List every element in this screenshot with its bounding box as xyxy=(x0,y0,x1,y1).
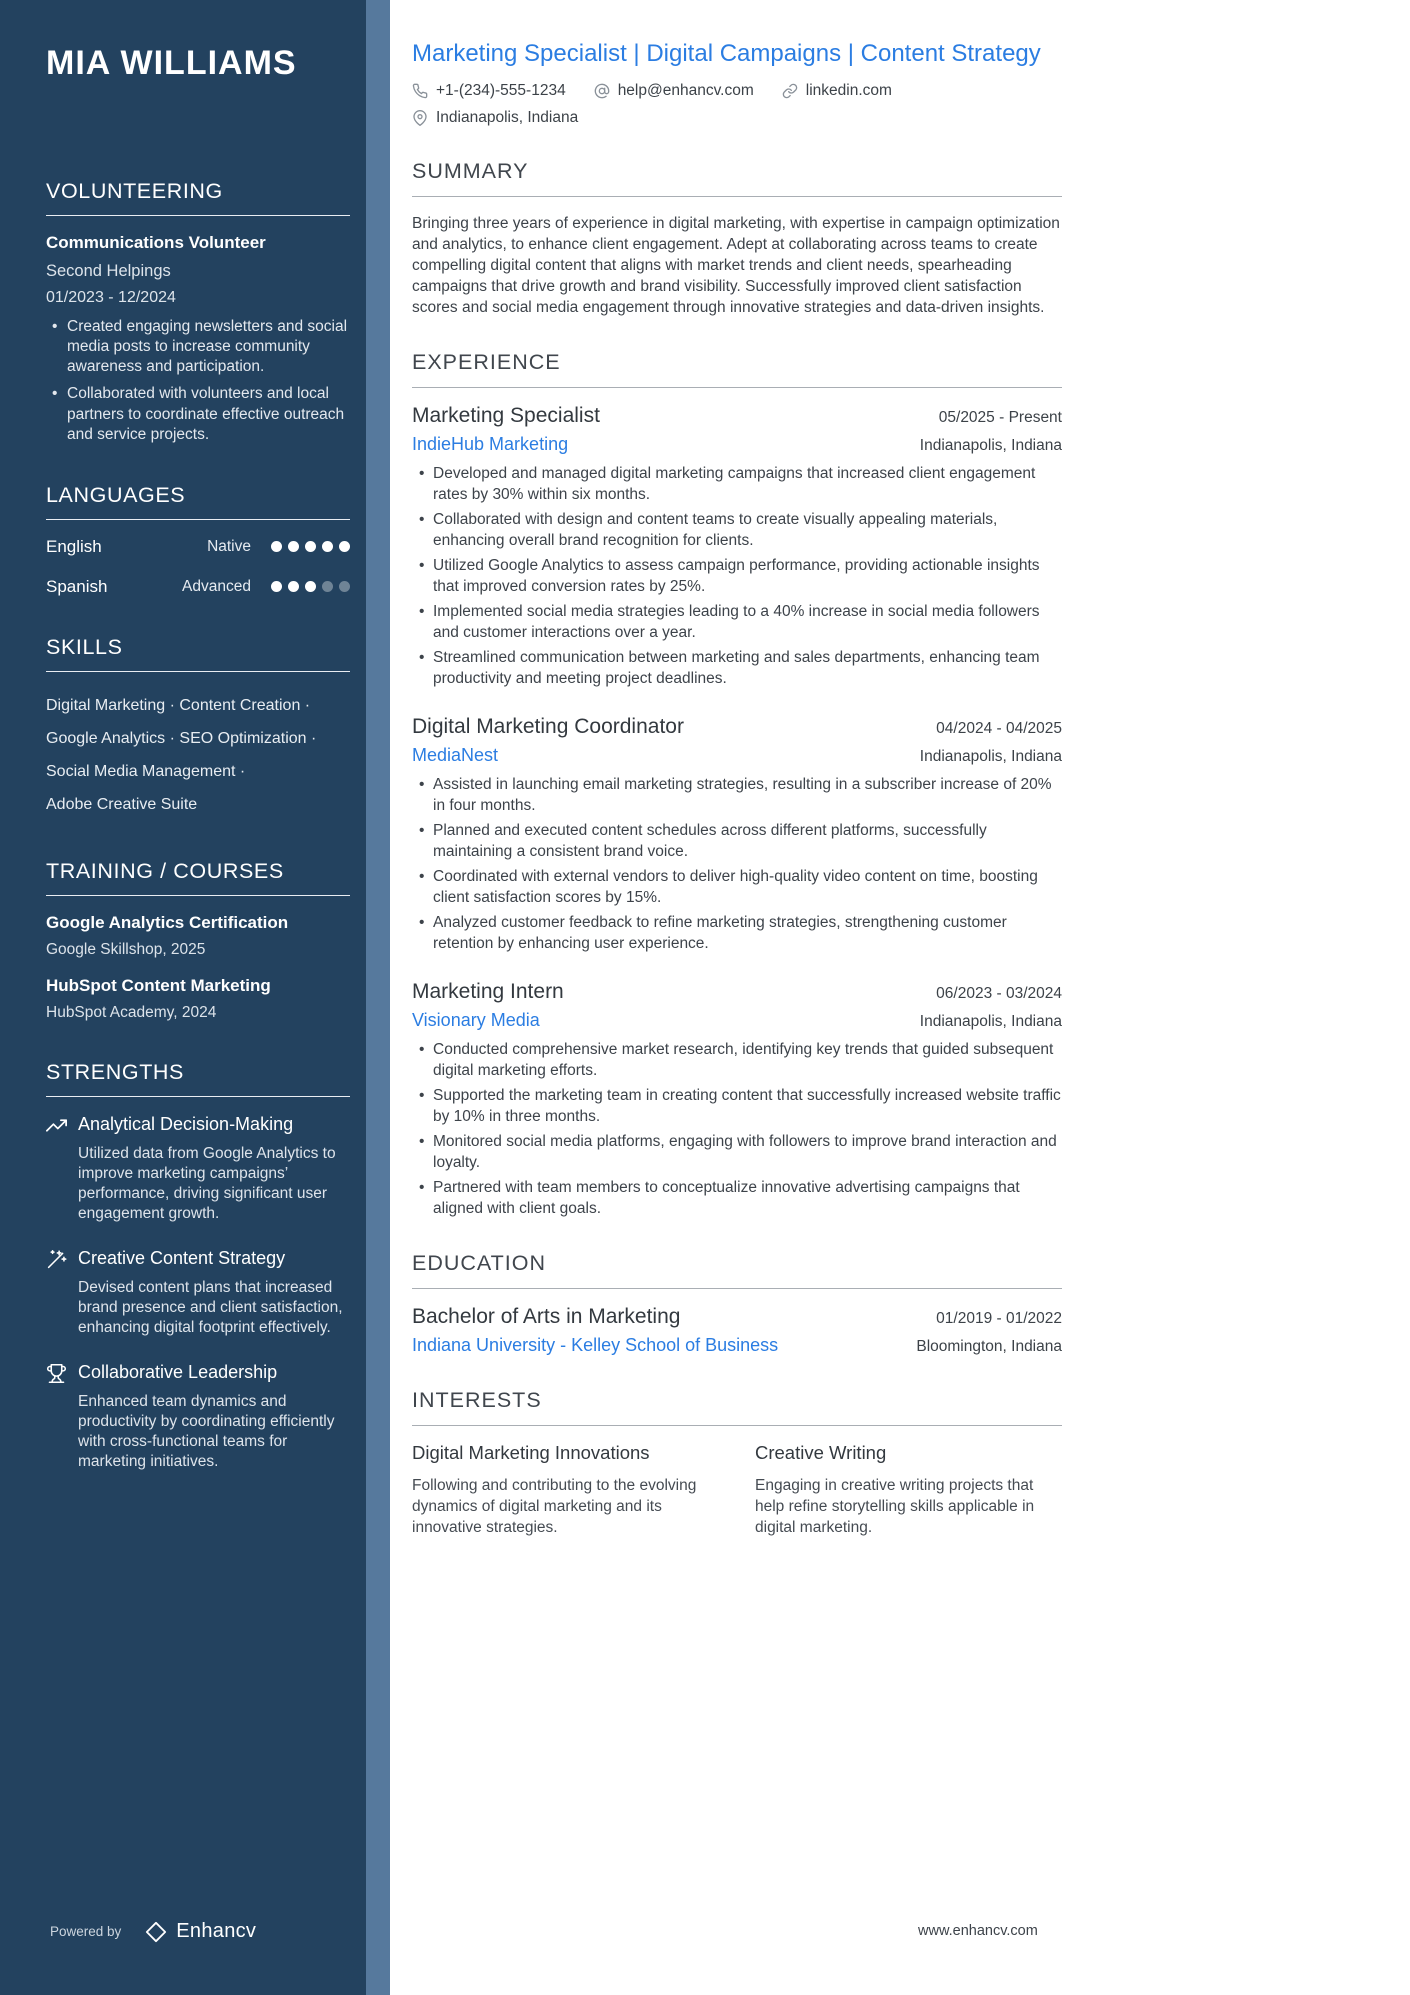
link-icon xyxy=(782,83,798,99)
job-bullet: • Monitored social media platforms, engaging with followers to improve brand interaction and loyalty. xyxy=(412,1132,1062,1173)
experience-entry xyxy=(412,404,1062,689)
enhancv-website-link[interactable]: www.enhancv.com xyxy=(918,1923,1038,1939)
job-bullet-list xyxy=(412,1040,1062,1219)
location-contact xyxy=(412,109,578,127)
enhancv-logo-icon xyxy=(145,1921,167,1943)
job-location: Indianapolis, Indiana xyxy=(919,748,1062,766)
phone-number: +1-(234)-555-1234 xyxy=(436,82,566,100)
job-title: Marketing Intern xyxy=(412,980,564,1004)
job-dates: 05/2025 - Present xyxy=(938,409,1062,427)
volunteer-bullet: • Collaborated with volunteers and local partners to coordinate effective outreach and service projects. xyxy=(46,384,350,444)
job-location: Indianapolis, Indiana xyxy=(919,1013,1062,1031)
job-bullet: • Conducted comprehensive market research, identifying key trends that guided subsequent digital marketing efforts. xyxy=(412,1040,1062,1081)
strength-item xyxy=(46,1248,350,1338)
job-location: Indianapolis, Indiana xyxy=(919,437,1062,455)
enhancv-logo[interactable] xyxy=(145,1920,256,1943)
interests-grid xyxy=(412,1442,1062,1538)
strengths-section xyxy=(46,1060,350,1472)
interest-title: Digital Marketing Innovations xyxy=(412,1442,650,1464)
email-address: help@enhancv.com xyxy=(617,82,754,100)
company-name: IndieHub Marketing xyxy=(412,434,569,455)
skill-line: Social Media Management · xyxy=(46,762,246,780)
email-contact[interactable] xyxy=(594,82,754,100)
education-dates: 01/2019 - 01/2022 xyxy=(936,1310,1062,1328)
powered-by-label: Powered by xyxy=(50,1924,122,1939)
interest-title: Creative Writing xyxy=(755,1442,887,1464)
school-name: Indiana University - Kelley School of Business xyxy=(412,1335,779,1356)
resume-headline: Marketing Specialist | Digital Campaigns | Content Strategy xyxy=(412,40,1041,67)
linkedin-contact[interactable] xyxy=(782,82,892,100)
experience-heading: EXPERIENCE xyxy=(412,350,1062,388)
resume-main xyxy=(412,0,1062,1538)
summary-heading: SUMMARY xyxy=(412,159,1062,197)
company-name: MediaNest xyxy=(412,745,499,766)
job-bullet: • Collaborated with design and content teams to create visually appealing materials, enhancing overall brand recognition for clients. xyxy=(412,510,1062,551)
job-bullet: • Analyzed customer feedback to refine marketing strategies, strengthening customer retention by enhancing user experience. xyxy=(412,913,1062,954)
strength-title: Creative Content Strategy xyxy=(78,1247,286,1268)
contact-row xyxy=(412,82,1062,100)
linkedin-url: linkedin.com xyxy=(805,82,892,100)
language-row xyxy=(46,577,350,597)
job-bullet: • Supported the marketing team in creating content that successfully increased website traffic by 10% in three months. xyxy=(412,1086,1062,1127)
education-entry xyxy=(412,1305,1062,1356)
strength-title: Collaborative Leadership xyxy=(78,1361,278,1382)
interest-item xyxy=(412,1442,719,1538)
job-bullet: • Coordinated with external vendors to deliver high-quality video content on time, boosting client satisfaction scores by 15%. xyxy=(412,867,1062,908)
course-provider: Google Skillshop, 2025 xyxy=(46,940,206,958)
interests-heading: INTERESTS xyxy=(412,1388,1062,1426)
language-name: English xyxy=(46,536,102,556)
volunteer-bullet: • Created engaging newsletters and social media posts to increase community awareness and participation. xyxy=(46,317,350,377)
language-row xyxy=(46,537,350,557)
school-location: Bloomington, Indiana xyxy=(916,1338,1062,1356)
skill-line: Digital Marketing · Content Creation · xyxy=(46,696,311,714)
phone-contact[interactable] xyxy=(412,82,566,100)
course-name: HubSpot Content Marketing xyxy=(46,975,271,995)
powered-by-footer xyxy=(50,1920,256,1943)
course-item xyxy=(46,913,350,959)
skills-section xyxy=(46,635,350,821)
job-bullet: • Utilized Google Analytics to assess campaign performance, providing actionable insights that improved conversion rates by 25%. xyxy=(412,556,1062,597)
map-pin-icon xyxy=(412,110,428,126)
location-row xyxy=(412,109,1062,127)
interest-description: Engaging in creative writing projects that help refine storytelling skills applicable in digital marketing. xyxy=(755,1477,1035,1537)
strength-description: Enhanced team dynamics and productivity by coordinating efficiently with cross-functional teams for marketing initiatives. xyxy=(78,1392,335,1470)
volunteer-role: Communications Volunteer xyxy=(46,233,266,252)
at-sign-icon xyxy=(594,83,610,99)
volunteering-section xyxy=(46,179,350,445)
language-level: Advanced xyxy=(182,577,251,595)
summary-text: Bringing three years of experience in digital marketing, with expertise in campaign optimization and analytics, to enhance client engagement. Adept at collaborating across teams to create compelling digital content that aligns with market trends and client needs, spearheading campaigns that drive growth and brand visibility. Successfully improved client satisfaction scores and social media engagement through innovative strategies and data-driven insights. xyxy=(412,215,1060,317)
strength-title: Analytical Decision-Making xyxy=(78,1113,294,1134)
language-name: Spanish xyxy=(46,576,108,596)
volunteer-bullet-list xyxy=(46,317,350,445)
candidate-name: MIA WILLIAMS xyxy=(46,44,297,82)
job-title: Digital Marketing Coordinator xyxy=(412,715,684,739)
company-name: Visionary Media xyxy=(412,1010,540,1031)
job-bullet: • Developed and managed digital marketing campaigns that increased client engagement rates by 30% within six months. xyxy=(412,464,1062,505)
job-bullet: • Implemented social media strategies leading to a 40% increase in social media followers and customer interactions over a year. xyxy=(412,602,1062,643)
interest-description: Following and contributing to the evolving dynamics of digital marketing and its innovative strategies. xyxy=(412,1477,697,1537)
magic-wand-icon xyxy=(46,1248,78,1338)
strength-item xyxy=(46,1362,350,1472)
trophy-icon xyxy=(46,1362,78,1472)
strength-item xyxy=(46,1114,350,1224)
phone-icon xyxy=(412,83,428,99)
interest-item xyxy=(755,1442,1062,1538)
languages-section xyxy=(46,483,350,597)
volunteer-dates: 01/2023 - 12/2024 xyxy=(46,289,176,306)
job-bullet: • Assisted in launching email marketing strategies, resulting in a subscriber increase of 20% in four months. xyxy=(412,775,1062,816)
skill-line: Adobe Creative Suite xyxy=(46,795,198,813)
language-level: Native xyxy=(207,537,251,555)
strength-description: Utilized data from Google Analytics to improve marketing campaigns’ performance, driving significant user engagement growth. xyxy=(78,1144,336,1222)
language-proficiency-dots xyxy=(271,581,350,592)
volunteer-organization: Second Helpings xyxy=(46,262,171,280)
job-bullet-list xyxy=(412,775,1062,954)
experience-entry xyxy=(412,980,1062,1219)
training-section xyxy=(46,859,350,1022)
sidebar-accent-stripe xyxy=(366,0,390,1995)
course-provider: HubSpot Academy, 2024 xyxy=(46,1003,217,1021)
education-heading: EDUCATION xyxy=(412,1251,1062,1289)
course-item xyxy=(46,976,350,1022)
skills-heading: SKILLS xyxy=(46,635,350,672)
skill-line: Google Analytics · SEO Optimization · xyxy=(46,729,317,747)
job-dates: 06/2023 - 03/2024 xyxy=(936,985,1062,1003)
volunteering-heading: VOLUNTEERING xyxy=(46,179,350,216)
language-proficiency-dots xyxy=(271,541,350,552)
strength-description: Devised content plans that increased brand presence and client satisfaction, enhancing digital footprint effectively. xyxy=(78,1278,343,1336)
location-text: Indianapolis, Indiana xyxy=(436,109,579,127)
job-bullet-list xyxy=(412,464,1062,689)
strengths-heading: STRENGTHS xyxy=(46,1060,350,1097)
training-heading: TRAINING / COURSES xyxy=(46,859,350,896)
job-dates: 04/2024 - 04/2025 xyxy=(936,720,1062,738)
job-bullet: • Planned and executed content schedules across different platforms, successfully maintaining a consistent brand voice. xyxy=(412,821,1062,862)
sidebar xyxy=(0,0,366,1995)
enhancv-logo-text: Enhancv xyxy=(176,1920,257,1942)
job-bullet: • Streamlined communication between marketing and sales departments, enhancing team productivity and meeting project deadlines. xyxy=(412,648,1062,689)
trending-up-icon xyxy=(46,1114,78,1224)
degree-title: Bachelor of Arts in Marketing xyxy=(412,1305,681,1329)
course-name: Google Analytics Certification xyxy=(46,912,289,932)
languages-heading: LANGUAGES xyxy=(46,483,350,520)
experience-entry xyxy=(412,715,1062,954)
job-title: Marketing Specialist xyxy=(412,404,600,428)
job-bullet: • Partnered with team members to conceptualize innovative advertising campaigns that aligned with client goals. xyxy=(412,1178,1062,1219)
